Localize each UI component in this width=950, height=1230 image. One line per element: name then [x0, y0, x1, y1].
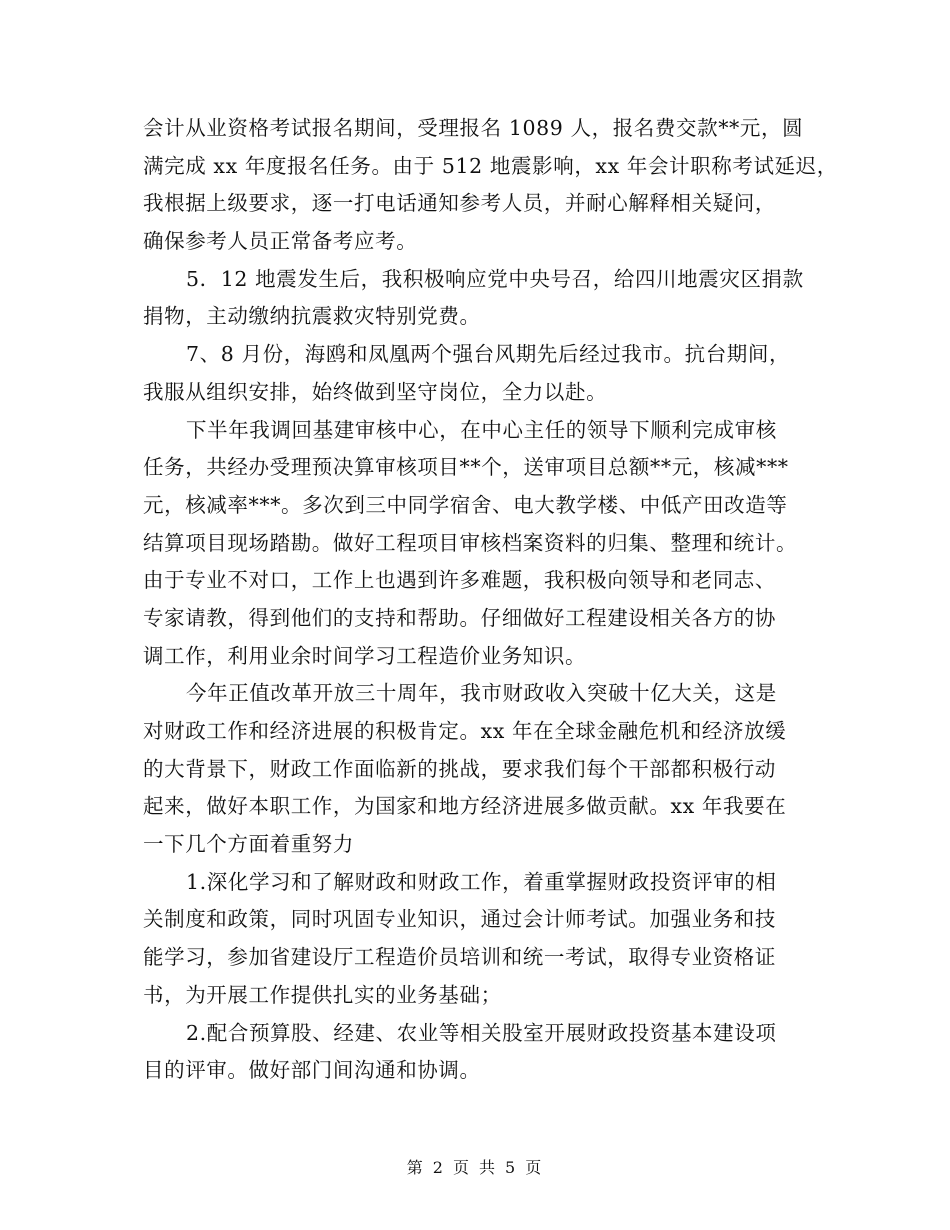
text-line: 我服从组织安排，始终做到坚守岗位，全力以赴。 [143, 379, 608, 404]
footer-page-word: 页 [452, 1158, 471, 1177]
footer-current-page: 2 [432, 1158, 445, 1177]
text-line: 调工作，利用业余时间学习工程造价业务知识。 [143, 643, 587, 668]
document-body [143, 110, 838, 1090]
text-line: 捐物，主动缴纳抗震救灾特别党费。 [143, 304, 481, 329]
text-line: 对财政工作和经济进展的积极肯定。xx 年在全球金融危机和经济放缓 [143, 719, 787, 743]
text-line: 2.配合预算股、经建、农业等相关股室开展财政投资基本建设项 [186, 1020, 777, 1045]
text-line: 专家请教，得到他们的支持和帮助。仔细做好工程建设相关各方的协 [143, 605, 776, 630]
text-line: 起来，做好本职工作，为国家和地方经济进展多做贡献。xx 年我要在 [143, 794, 787, 819]
text-line: 7、8 月份，海鸥和凤凰两个强台风期先后经过我市。抗台期间， [186, 342, 791, 367]
footer-total-pages: 5 [505, 1158, 518, 1177]
page-footer [0, 1155, 950, 1178]
text-line: 关制度和政策，同时巩固专业知识，通过会计师考试。加强业务和技 [143, 907, 776, 932]
text-line: 今年正值改革开放三十周年，我市财政收入突破十亿大关，这是 [186, 681, 777, 706]
text-line: 由于专业不对口，工作上也遇到许多难题，我积极向领导和老同志、 [143, 568, 776, 593]
text-line: 的大背景下，财政工作面临新的挑战，要求我们每个干部都积极行动 [143, 756, 776, 781]
text-line: 目的评审。做好部门间沟通和协调。 [143, 1058, 481, 1083]
text-line: 确保参考人员正常备考应考。 [143, 229, 418, 254]
text-line: 会计从业资格考试报名期间，受理报名 1089 人，报名费交款**元，圆 [143, 116, 804, 140]
text-line: 一下几个方面着重努力 [143, 832, 354, 857]
text-line: 元，核减率***。多次到三中同学宿舍、电大教学楼、中低产田改造等 [143, 492, 788, 517]
text-line: 下半年我调回基建审核中心，在中心主任的领导下顺利完成审核 [186, 417, 777, 442]
text-line: 5．12 地震发生后，我积极响应党中央号召，给四川地震灾区捐款 [186, 266, 804, 291]
text-line: 1.深化学习和了解财政和财政工作，着重掌握财政投资评审的相 [186, 869, 777, 894]
text-line: 满完成 xx 年度报名任务。由于 512 地震影响，xx 年会计职称考试延迟， [143, 153, 838, 178]
text-line: 书，为开展工作提供扎实的业务基础； [143, 982, 502, 1007]
text-line: 结算项目现场踏勘。做好工程项目审核档案资料的归集、整理和统计。 [143, 530, 798, 555]
text-line: 任务，共经办受理预决算审核项目**个，送审项目总额**元，核减*** [143, 455, 789, 480]
footer-suffix: 页 [525, 1158, 544, 1177]
footer-prefix: 第 [406, 1158, 425, 1177]
text-line: 能学习，参加省建设厅工程造价员培训和统一考试，取得专业资格证 [143, 945, 776, 970]
text-line: 我根据上级要求，逐一打电话通知参考人员，并耐心解释相关疑问， [143, 191, 776, 216]
footer-total-word: 共 [479, 1158, 498, 1177]
